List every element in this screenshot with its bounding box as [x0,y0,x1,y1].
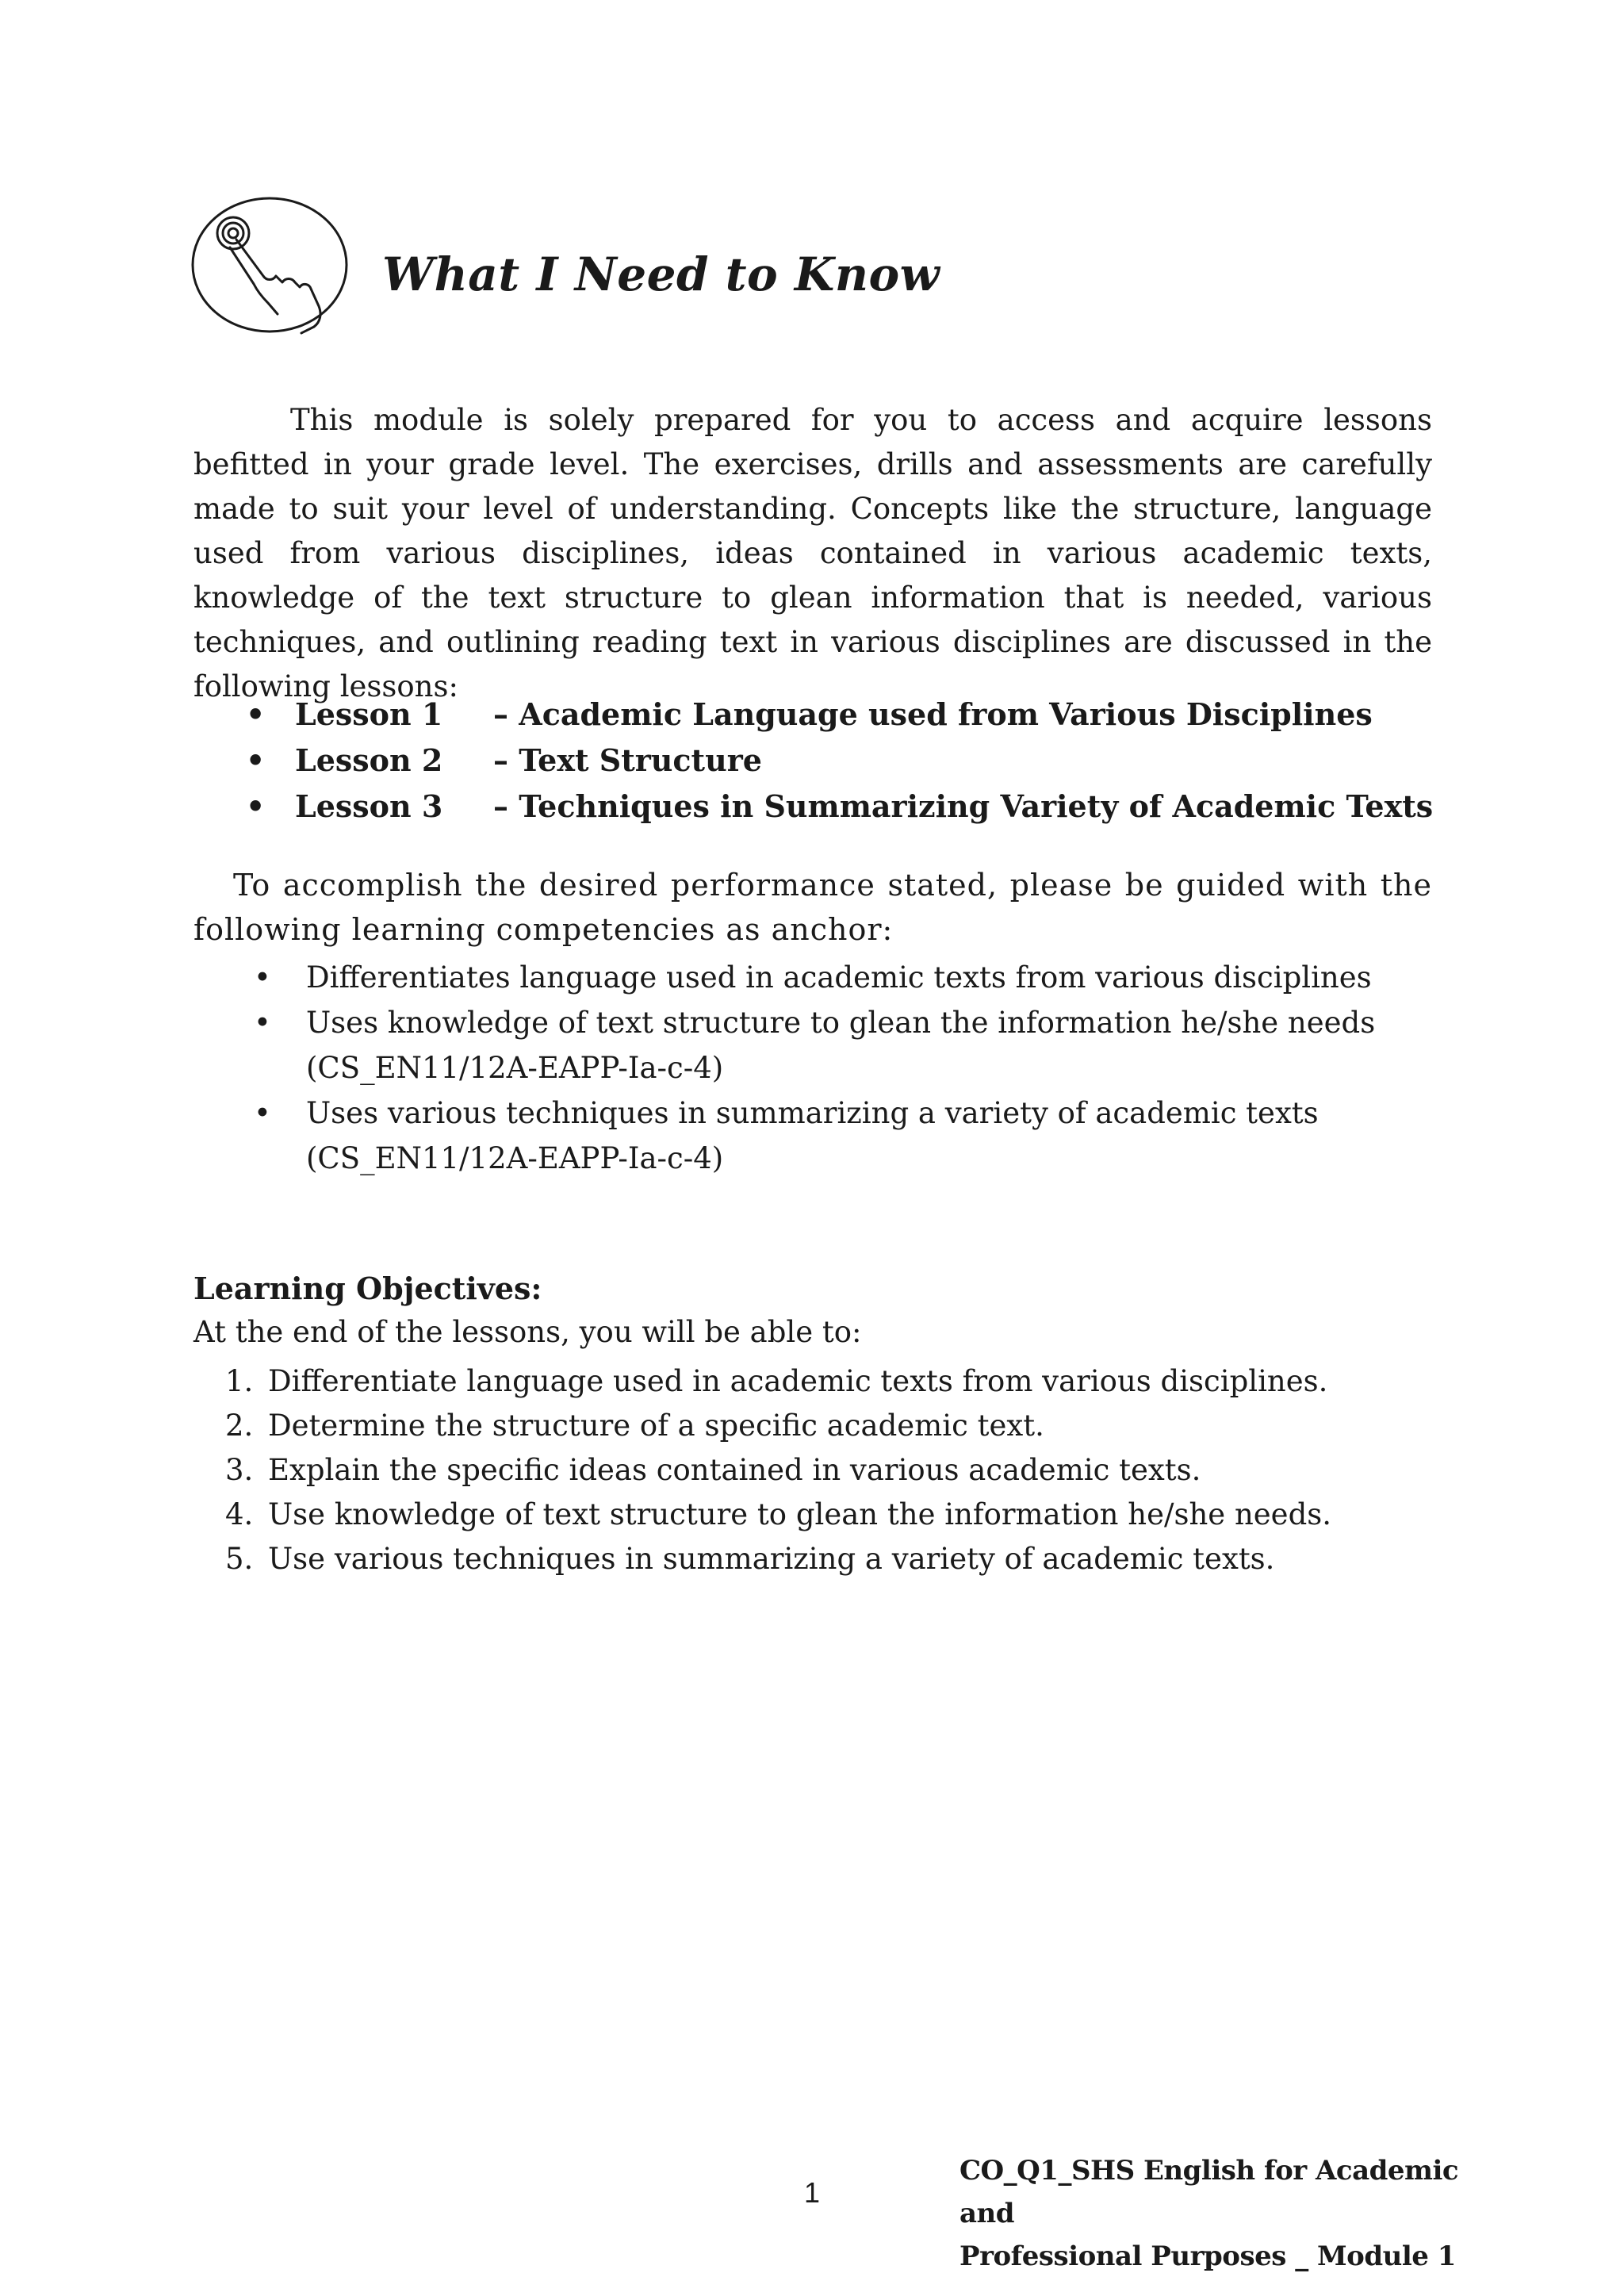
bullet-icon: • [254,1006,271,1040]
lesson-item [238,738,1475,784]
competency-text: Uses knowledge of text structure to glean the information he/she needs [306,1006,1376,1040]
section-title: What I Need to Know [382,247,940,301]
lesson-name: Lesson 2 [295,742,443,778]
objective-item [225,1493,1331,1537]
objective-number: 2. [225,1409,254,1443]
bullet-icon: • [246,742,266,778]
competency-code: (CS_EN11/12A-EAPP-Ia-c-4) [306,1051,724,1085]
objective-number: 3. [225,1453,254,1487]
objective-item [225,1448,1331,1493]
competency-list [254,955,1443,1181]
footer-line-1: CO_Q1_SHS English for Academic and [959,2155,1459,2229]
intro-text: This module is solely prepared for you to access and acquire lessons befitted in your grade level. The exercises, drills and assessments are carefully made to suit your level of understanding. Concepts like the structure, language used from various disciplines, ideas contained in various academic texts, knowledge of the text structure to glean information that is needed, various techniques, and outlining reading text in various disciplines are discussed in the following lessons: [193,403,1432,703]
page-number: 1 [804,2176,821,2209]
objective-text: Explain the specific ideas contained in various academic texts. [268,1453,1201,1487]
objective-number: 4. [225,1497,254,1531]
bullet-icon: • [254,960,271,995]
objective-item [225,1404,1331,1448]
competency-text: Uses various techniques in summarizing a variety of academic texts [306,1096,1319,1130]
objective-number: 1. [225,1364,254,1398]
competency-item [254,1091,1443,1181]
objective-number: 5. [225,1542,254,1576]
lesson-name: Lesson 3 [295,788,443,824]
objective-text: Determine the structure of a specific academic text. [268,1409,1044,1443]
objective-item [225,1359,1331,1404]
objective-item [225,1537,1331,1581]
competency-item [254,955,1443,1000]
lesson-title: – Text Structure [493,742,762,778]
competency-code: (CS_EN11/12A-EAPP-Ia-c-4) [306,1141,724,1175]
footer-module-label [959,2149,1467,2278]
competencies-intro [193,863,1432,952]
bullet-icon: • [246,696,266,732]
objectives-heading: Learning Objectives: [193,1271,542,1306]
competency-item [254,1000,1443,1091]
lesson-title: – Academic Language used from Various Disciplines [493,696,1373,732]
lesson-item [238,784,1475,830]
competencies-intro-text: To accomplish the desired performance stated, please be guided with the following learning competencies as anchor: [193,868,1432,947]
objective-text: Use knowledge of text structure to glean the information he/she needs. [268,1497,1331,1531]
bullet-icon: • [254,1096,271,1130]
lesson-list [238,692,1475,830]
objective-text: Differentiate language used in academic texts from various disciplines. [268,1364,1328,1398]
objectives-intro: At the end of the lessons, you will be able to: [193,1315,862,1349]
lesson-item [238,692,1475,738]
objectives-list [225,1359,1331,1581]
lesson-title: – Techniques in Summarizing Variety of Academic Texts [493,788,1434,824]
touch-hand-icon [190,195,349,335]
competency-text: Differentiates language used in academic texts from various disciplines [306,960,1372,995]
objective-text: Use various techniques in summarizing a variety of academic texts. [268,1542,1275,1576]
lesson-name: Lesson 1 [295,696,443,732]
bullet-icon: • [246,788,266,824]
footer-line-2: Professional Purposes _ Module 1 [959,2240,1456,2272]
intro-paragraph [193,398,1432,709]
